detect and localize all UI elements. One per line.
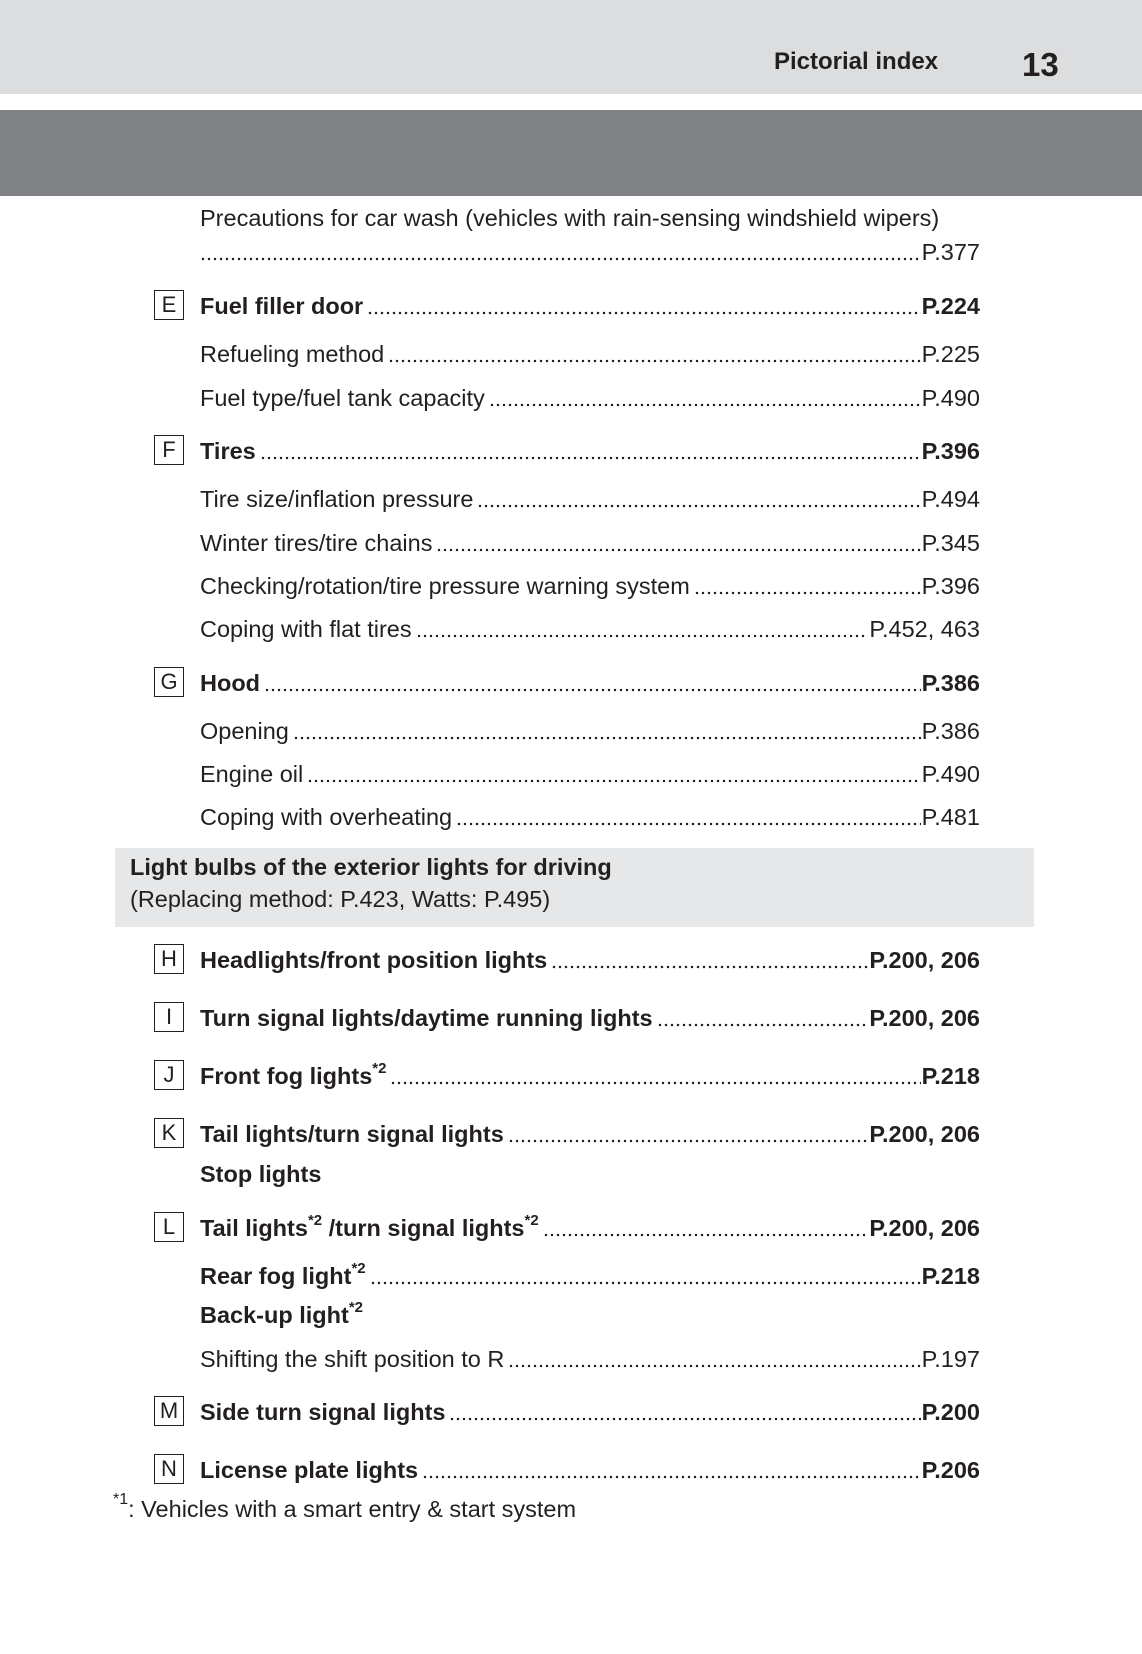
light-bulbs-section [115, 848, 1034, 927]
footnote-ref: *2 [351, 1260, 366, 1278]
letter-marker-n: N [154, 1454, 184, 1484]
page-ref: P.224 [921, 293, 980, 319]
dot-leader [489, 386, 921, 408]
index-entry-hood[interactable] [200, 664, 980, 698]
page-ref: P.396 [921, 573, 980, 599]
index-entry-fuel-filler-door[interactable] [200, 287, 980, 321]
intro-text: Precautions for car wash (vehicles with rain-sensing windshield wipers) [200, 205, 940, 231]
entry-label: Opening [200, 718, 289, 744]
label-text: Tail lights [200, 1215, 308, 1241]
letter-marker-j: J [154, 1060, 184, 1090]
dot-leader [551, 948, 868, 970]
letter-marker-m: M [154, 1396, 184, 1426]
dot-leader [293, 719, 921, 741]
entry-label [200, 1261, 370, 1291]
entry-label: Side turn signal lights [200, 1399, 446, 1425]
footnote-ref: *2 [524, 1212, 539, 1230]
index-subentry-refueling-method[interactable] [200, 335, 980, 369]
page-ref: P.386 [921, 670, 980, 696]
page-ref: P.481 [921, 804, 980, 830]
index-subentry-shift-to-r[interactable] [200, 1340, 980, 1374]
entry-label: Tires [200, 438, 256, 464]
footnote-ref: *2 [372, 1060, 387, 1078]
index-entry-tires[interactable] [200, 432, 980, 466]
letter-marker-f: F [154, 435, 184, 465]
dot-leader [449, 1400, 920, 1422]
page-ref: P.218 [921, 1063, 980, 1089]
entry-label: Winter tires/tire chains [200, 530, 433, 556]
entry-label: Tire size/inflation pressure [200, 486, 474, 512]
dot-leader [390, 1064, 920, 1086]
section-title: Pictorial index [774, 48, 939, 75]
entry-label [200, 1213, 543, 1243]
dot-leader [307, 762, 920, 784]
page-ref: P.386 [921, 718, 980, 744]
index-entry-turn-signal-lights[interactable] [200, 999, 980, 1033]
index-entry-rear-fog-light[interactable] [200, 1257, 980, 1291]
index-entry-backup-light[interactable] [200, 1300, 363, 1330]
page-ref: P.490 [921, 761, 980, 787]
footnote-ref: *2 [307, 1212, 323, 1230]
dot-leader [543, 1216, 869, 1238]
label-text: Rear fog light [200, 1263, 352, 1289]
page-ref: P.494 [921, 486, 980, 512]
entry-label: Refueling method [200, 341, 385, 367]
label-text: /turn signal lights [322, 1215, 525, 1241]
section-heading: Light bulbs of the exterior lights for driving [130, 854, 612, 880]
index-subentry-tire-pressure-warning[interactable] [200, 567, 980, 601]
letter-marker-e: E [154, 290, 184, 320]
entry-label: Turn signal lights/daytime running lights [200, 1005, 653, 1031]
index-subentry-engine-oil[interactable] [200, 755, 980, 789]
entry-label [200, 1061, 390, 1091]
footnote-text: : Vehicles with a smart entry & start system [128, 1496, 577, 1522]
letter-marker-h: H [154, 944, 184, 974]
dot-leader [456, 805, 920, 827]
footnote [113, 1491, 577, 1524]
index-subentry-fuel-type[interactable] [200, 379, 980, 413]
intro-entry[interactable] [200, 233, 980, 267]
header-gray-bar [0, 110, 1142, 196]
dot-leader [508, 1347, 920, 1369]
index-entry-stop-lights[interactable]: Stop lights [200, 1161, 322, 1187]
letter-marker-i: I [154, 1002, 184, 1032]
dot-leader [657, 1006, 869, 1028]
dot-leader [200, 240, 921, 262]
entry-label: Checking/rotation/tire pressure warning system [200, 573, 690, 599]
entry-label: Tail lights/turn signal lights [200, 1121, 504, 1147]
page-ref: P.200, 206 [869, 1215, 980, 1241]
page-ref: P.225 [921, 341, 980, 367]
header-band [0, 0, 1142, 94]
page-ref: P.200, 206 [869, 947, 980, 973]
dot-leader [367, 294, 920, 316]
entry-label: Coping with flat tires [200, 616, 412, 642]
page-ref: P.218 [921, 1263, 980, 1289]
section-subheading: (Replacing method: P.423, Watts: P.495) [130, 886, 551, 912]
dot-leader [694, 574, 921, 596]
index-entry-front-fog-lights[interactable] [200, 1057, 980, 1091]
entry-label: Hood [200, 670, 261, 696]
dot-leader [260, 439, 921, 461]
page-ref: P.200, 206 [869, 1121, 980, 1147]
page-ref: P.197 [921, 1346, 980, 1372]
index-entry-tail-turn-signal-lights[interactable] [200, 1115, 980, 1149]
entry-label: Fuel type/fuel tank capacity [200, 385, 485, 411]
page-ref: P.396 [921, 438, 980, 464]
dot-leader [416, 617, 869, 639]
index-subentry-flat-tires[interactable] [200, 610, 980, 644]
dot-leader [508, 1122, 869, 1144]
index-subentry-overheating[interactable] [200, 798, 980, 832]
letter-marker-l: L [154, 1212, 184, 1242]
dot-leader [436, 531, 920, 553]
dot-leader [264, 671, 921, 693]
page-ref: P.200, 206 [869, 1005, 980, 1031]
dot-leader [370, 1264, 921, 1286]
index-entry-rear-tail-lights[interactable] [200, 1209, 980, 1243]
letter-marker-g: G [154, 667, 184, 697]
entry-label: Fuel filler door [200, 293, 364, 319]
index-entry-headlights[interactable] [200, 941, 980, 975]
page-ref: P.490 [921, 385, 980, 411]
page-number: 13 [1022, 46, 1059, 83]
footnote-ref: *2 [348, 1299, 364, 1317]
dot-leader [422, 1458, 921, 1480]
page-ref: P.200 [921, 1399, 980, 1425]
index-subentry-tire-size[interactable] [200, 480, 980, 514]
label-text: Front fog lights [200, 1063, 373, 1089]
dot-leader [388, 342, 920, 364]
footnote-mark: *1 [113, 1491, 129, 1509]
page-ref: P.452, 463 [869, 616, 980, 642]
letter-marker-k: K [154, 1118, 184, 1148]
entry-label: Coping with overheating [200, 804, 453, 830]
index-subentry-opening[interactable] [200, 712, 980, 746]
page-ref: P.377 [921, 239, 980, 265]
index-entry-side-turn-signal-lights[interactable] [200, 1393, 980, 1427]
page-ref: P.206 [921, 1457, 980, 1483]
entry-label: Engine oil [200, 761, 304, 787]
entry-label: License plate lights [200, 1457, 419, 1483]
entry-label: Headlights/front position lights [200, 947, 548, 973]
index-entry-license-plate-lights[interactable] [200, 1451, 980, 1485]
page-ref: P.345 [921, 530, 980, 556]
label-text: Back-up light [200, 1302, 349, 1328]
index-subentry-winter-tires[interactable] [200, 524, 980, 558]
dot-leader [477, 487, 920, 509]
entry-label: Shifting the shift position to R [200, 1346, 505, 1372]
